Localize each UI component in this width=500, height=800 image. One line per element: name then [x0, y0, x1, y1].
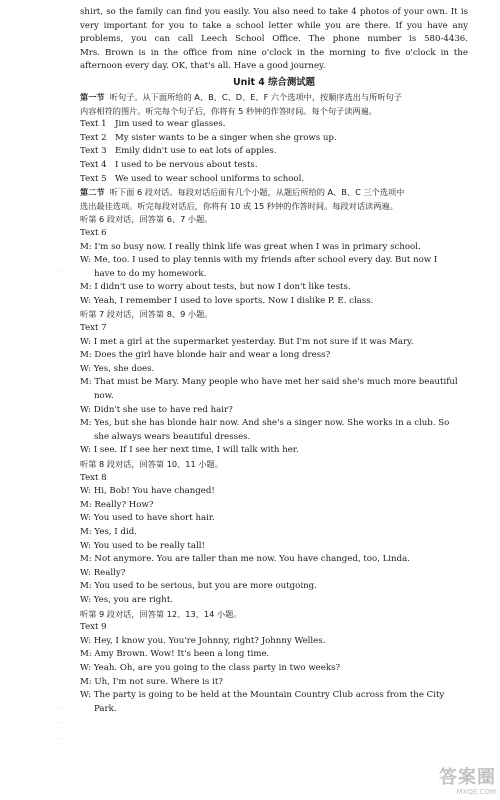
dialogue-line: W: You used to have short hair.: [80, 513, 215, 524]
dialogue-line: W: Didn't she use to have red hair?: [80, 404, 233, 415]
watermark-url: MXQE.COM: [456, 788, 496, 796]
unit-title: Unit 4 综合测试题: [233, 76, 315, 88]
text-heading: Text 8: [80, 472, 107, 483]
dialogue-line: W: Yeah, I remember I used to love sports. Now I dislike P. E. class.: [80, 295, 374, 306]
text-content: We used to wear school uniforms to school.: [115, 173, 305, 184]
text-item: [80, 118, 468, 132]
intro-paragraph: [80, 6, 468, 74]
section1-instruction-line: 内容相符的图片。听完每个句子后，你将有 5 秒钟的作答时间。每个句子读两遍。: [80, 105, 377, 116]
dialogue-line: W: You used to be really tall!: [80, 540, 205, 551]
intro-line: Mrs. Brown is in the office from nine o'clock in the morning to five o'clock in the: [80, 47, 468, 58]
dialogue-line: M: Does the girl have blonde hair and wear a long dress?: [80, 350, 331, 361]
section1-texts: [80, 118, 468, 186]
text-item: [80, 159, 468, 173]
text-heading: Text 9: [80, 622, 107, 633]
dialogue-line: M: Really? How?: [80, 499, 154, 510]
section2-instruction: [80, 186, 468, 213]
dialogue-continuation: now.: [94, 391, 114, 402]
section1-instruction: [80, 91, 468, 118]
dialogue-line: M: Uh, I'm not sure. Where is it?: [80, 676, 223, 687]
dialogue-line: W: Me, too. I used to play tennis with my friends after school every day. But now I: [80, 255, 438, 266]
dialogue-line: W: Hi, Bob! You have changed!: [80, 486, 215, 497]
text-label: Text 1: [80, 119, 107, 130]
dialogue-line: W: The party is going to be held at the Mountain Country Club across from the City: [80, 690, 445, 701]
dialogue-line: W: I see. If I see her next time, I will talk with her.: [80, 445, 299, 456]
text-label: Text 4: [80, 159, 107, 170]
dialogue-line: M: Yes, but she has blonde hair now. And she's a singer now. She works in a club. So: [80, 418, 450, 429]
text-content: Emily didn't use to eat lots of apples.: [115, 146, 277, 157]
text-item: [80, 132, 468, 146]
section1-label: 第一节: [80, 91, 105, 102]
intro-line: afternoon every day. OK, that's all. Have a good journey.: [80, 61, 326, 72]
dialogue-line: W: Hey, I know you. You're Johnny, right? Johnny Welles.: [80, 635, 326, 646]
text-content: My sister wants to be a singer when she grows up.: [115, 132, 337, 143]
dialogue-continuation: she always wears beautiful dresses.: [94, 431, 251, 442]
intro-line: problems, you can call Leech School Office. The phone number is 580-4436.: [80, 34, 468, 45]
watermark-logo: [430, 768, 496, 798]
dialogue-line: W: Yes, you are right.: [80, 594, 174, 605]
question-instruction: 听第 9 段对话，回答第 12、13、14 小题。: [80, 608, 242, 619]
dialogue-line: M: I didn't use to worry about tests, but now I don't like tests.: [80, 282, 351, 293]
dialogue-line: M: Amy Brown. Wow! It's been a long time.: [80, 649, 270, 660]
section2-instruction-line: 听下面 6 段对话。每段对话后面有几个小题，从题后所给的 A、B、C 三个选项中: [109, 187, 405, 198]
margin-mark: ·: [58, 268, 60, 275]
dialogue-line: W: Really?: [80, 567, 126, 578]
margin-mark: ·: [58, 706, 60, 713]
question-instruction: 听第 6 段对话，回答第 6、7 小题。: [80, 214, 213, 225]
text-heading: Text 6: [80, 227, 107, 238]
question-instruction: 听第 8 段对话，回答第 10、11 小题。: [80, 459, 223, 469]
margin-mark: ·: [58, 736, 60, 743]
dialogue-line: M: You used to be serious, but you are more outgoing.: [80, 581, 317, 592]
text-label: Text 5: [80, 173, 107, 184]
section1-instruction-line: 听句子。从下面所给的 A、B、C、D、E、F 六个选项中，按顺序选出与所听句子: [109, 91, 402, 102]
text-heading: Text 7: [80, 323, 107, 334]
text-item: [80, 145, 468, 159]
margin-mark: ·: [58, 720, 60, 727]
dialogue-line: M: That must be Mary. Many people who have met her said she's much more beautiful: [80, 377, 458, 388]
dialogue-line: M: Yes, I did.: [80, 526, 137, 537]
dialogue-line: M: Not anymore. You are taller than me now. You have changed, too, Linda.: [80, 554, 410, 565]
question-instruction: 听第 7 段对话，回答第 8、9 小题。: [80, 309, 213, 320]
dialogue-line: W: Yeah. Oh, are you going to the class party in two weeks?: [80, 662, 341, 673]
text-label: Text 2: [80, 132, 107, 143]
section2-label: 第二节: [80, 187, 105, 198]
dialogue-line: W: I met a girl at the supermarket yesterday. But I'm not sure if it was Mary.: [80, 336, 414, 347]
dialogue-line: W: Yes, she does.: [80, 363, 155, 374]
document-page: [80, 6, 468, 716]
watermark-text: 答案圈: [439, 767, 496, 788]
dialogue-line: M: I'm so busy now. I really think life was great when I was in primary school.: [80, 241, 421, 252]
dialogue-continuation: have to do my homework.: [94, 268, 207, 279]
dialogues-container: [80, 213, 468, 716]
intro-line: shirt, so the family can find you easily. You also need to take 4 photos of your own. It is: [80, 7, 468, 17]
text-item: [80, 173, 468, 187]
text-content: I used to be nervous about tests.: [115, 159, 258, 170]
text-content: Jim used to wear glasses.: [115, 119, 226, 130]
dialogue-continuation: Park.: [94, 703, 117, 714]
section2-instruction-line: 选出最佳选项。听完每段对话后，你将有 10 或 15 秒钟的作答时间。每段对话读两遍。: [80, 200, 398, 211]
text-label: Text 3: [80, 146, 107, 157]
intro-line: very important for you to take a school letter while you are there. If you have any: [80, 20, 468, 31]
